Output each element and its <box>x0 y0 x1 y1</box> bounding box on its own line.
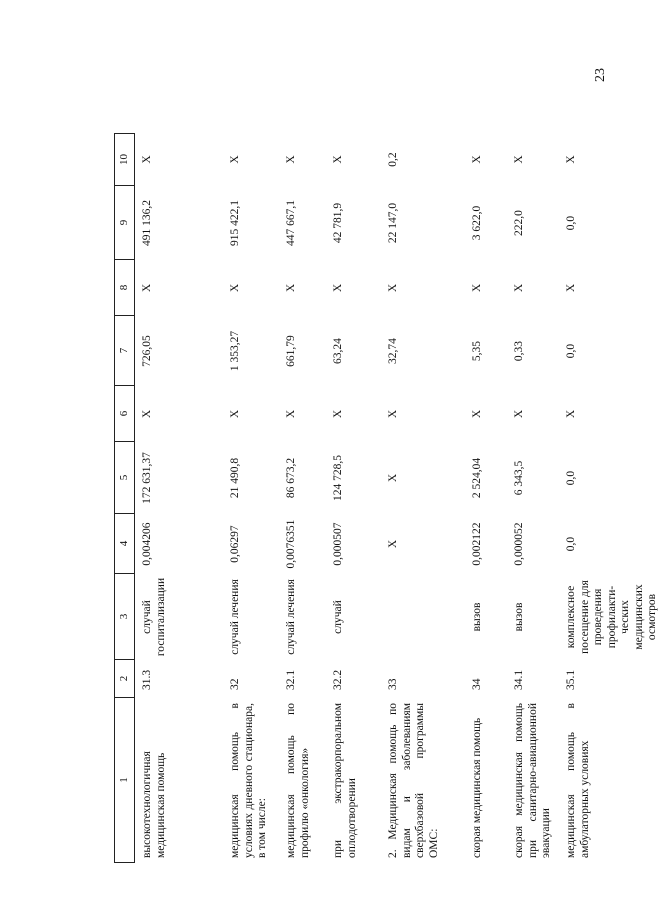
row-unit-cell: случай лечения <box>229 579 241 655</box>
row-unit-cell: случай госпитализации <box>141 577 167 657</box>
row-value-cell: 0,0 <box>565 343 577 359</box>
column-header: 6 <box>114 386 135 442</box>
row-name-cell: скорая медицинская помощь <box>471 717 483 858</box>
row-value-cell: X <box>471 155 483 164</box>
row-value-cell: 0,0 <box>565 215 577 231</box>
row-value-cell: X <box>229 283 241 293</box>
column-header: 2 <box>114 660 135 698</box>
data-table <box>114 53 659 863</box>
row-code-cell: 32.2 <box>332 669 344 690</box>
row-value-cell: 915 422,1 <box>229 200 241 246</box>
row-code-cell: 32 <box>229 678 241 690</box>
row-name-cell: 2. Медицинская помощь по видам и заболеваниям сверхбазовой программы ОМС: <box>387 703 440 858</box>
row-name-cell: при экстракорпоральном оплодотворении <box>332 703 358 858</box>
row-value-cell: X <box>141 409 153 419</box>
column-header: 10 <box>114 133 135 186</box>
row-value-cell: 6 343,5 <box>513 460 525 496</box>
row-value-cell: X <box>513 283 525 293</box>
row-unit-cell: комплексное посещение для проведения профилакти-ческих медицинских осмотров <box>565 580 659 654</box>
row-value-cell: X <box>141 283 153 293</box>
row-value-cell: X <box>285 283 297 293</box>
row-value-cell: X <box>229 155 241 164</box>
row-code-cell: 31.3 <box>141 669 153 690</box>
row-value-cell: 86 673,2 <box>285 457 297 499</box>
row-value-cell: X <box>332 283 344 293</box>
column-header: 1 <box>114 698 135 863</box>
column-header: 9 <box>114 186 135 260</box>
row-name-cell: медицинская помощь по профилю «онкология» <box>285 703 311 858</box>
row-name-cell: медицинская помощь в амбулаторных условиях <box>565 703 591 858</box>
row-value-cell: 0,06297 <box>229 525 241 563</box>
row-value-cell: X <box>285 409 297 419</box>
row-value-cell: 2 524,04 <box>471 457 483 499</box>
row-value-cell: 491 136,2 <box>141 200 153 246</box>
row-value-cell: 0,33 <box>513 340 525 362</box>
column-header: 5 <box>114 442 135 514</box>
row-value-cell: 3 622,0 <box>471 205 483 241</box>
row-value-cell: X <box>387 473 399 483</box>
row-name-cell: медицинская помощь в условиях дневного стационара, в том числе: <box>229 703 269 858</box>
row-name-cell: высокотехнологичная медицинская помощь <box>141 751 167 858</box>
row-value-cell: X <box>565 409 577 419</box>
row-value-cell: 63,24 <box>332 338 344 364</box>
row-value-cell: 32,74 <box>387 338 399 364</box>
row-value-cell: 22 147,0 <box>387 202 399 244</box>
row-value-cell: 0,0 <box>565 470 577 486</box>
row-value-cell: 42 781,9 <box>332 202 344 244</box>
row-value-cell: X <box>387 409 399 419</box>
row-code-cell: 34.1 <box>513 669 525 690</box>
row-value-cell: X <box>141 155 153 164</box>
row-value-cell: 5,35 <box>471 340 483 362</box>
row-value-cell: 0,0 <box>565 536 577 552</box>
row-value-cell: 726,05 <box>141 335 153 367</box>
row-value-cell: 124 728,5 <box>332 455 344 501</box>
row-unit-cell: вызов <box>513 602 525 632</box>
row-unit-cell: случай лечения <box>285 579 297 655</box>
row-value-cell: 0,000507 <box>332 522 344 566</box>
column-header: 3 <box>114 574 135 660</box>
column-header: 7 <box>114 316 135 386</box>
row-value-cell: 0,0076351 <box>285 519 297 569</box>
row-code-cell: 32.1 <box>285 669 297 690</box>
row-value-cell: 1 353,27 <box>229 330 241 372</box>
row-value-cell: 0,004206 <box>141 522 153 566</box>
row-name-cell: скорая медицинская помощь при санитарно-авиационной эвакуации <box>513 703 553 858</box>
row-value-cell: 661,79 <box>285 335 297 367</box>
row-value-cell: 0,2 <box>387 152 399 167</box>
row-value-cell: 222,0 <box>513 210 525 236</box>
row-value-cell: X <box>513 409 525 419</box>
table-sheet <box>114 53 659 863</box>
page-number: 23 <box>593 68 608 82</box>
row-code-cell: 35.1 <box>565 669 577 690</box>
row-value-cell: X <box>565 155 577 164</box>
row-unit-cell <box>381 574 465 660</box>
row-code-cell: 33 <box>387 678 399 690</box>
row-value-cell: 172 631,37 <box>141 452 153 504</box>
row-value-cell: X <box>229 409 241 419</box>
row-value-cell: X <box>285 155 297 164</box>
row-value-cell: X <box>471 283 483 293</box>
row-value-cell: X <box>387 283 399 293</box>
row-value-cell: X <box>387 539 399 549</box>
row-value-cell: 0,000052 <box>513 522 525 566</box>
column-header: 8 <box>114 260 135 316</box>
row-value-cell: X <box>513 155 525 164</box>
row-code-cell: 34 <box>471 678 483 690</box>
column-header: 4 <box>114 514 135 574</box>
row-value-cell: 21 490,8 <box>229 457 241 499</box>
row-value-cell: X <box>565 283 577 293</box>
row-value-cell: 447 667,1 <box>285 200 297 246</box>
row-unit-cell: случай <box>332 600 344 634</box>
row-value-cell: X <box>471 409 483 419</box>
row-value-cell: X <box>332 155 344 164</box>
row-unit-cell: вызов <box>471 602 483 632</box>
row-value-cell: X <box>332 409 344 419</box>
row-value-cell: 0,002122 <box>471 522 483 566</box>
